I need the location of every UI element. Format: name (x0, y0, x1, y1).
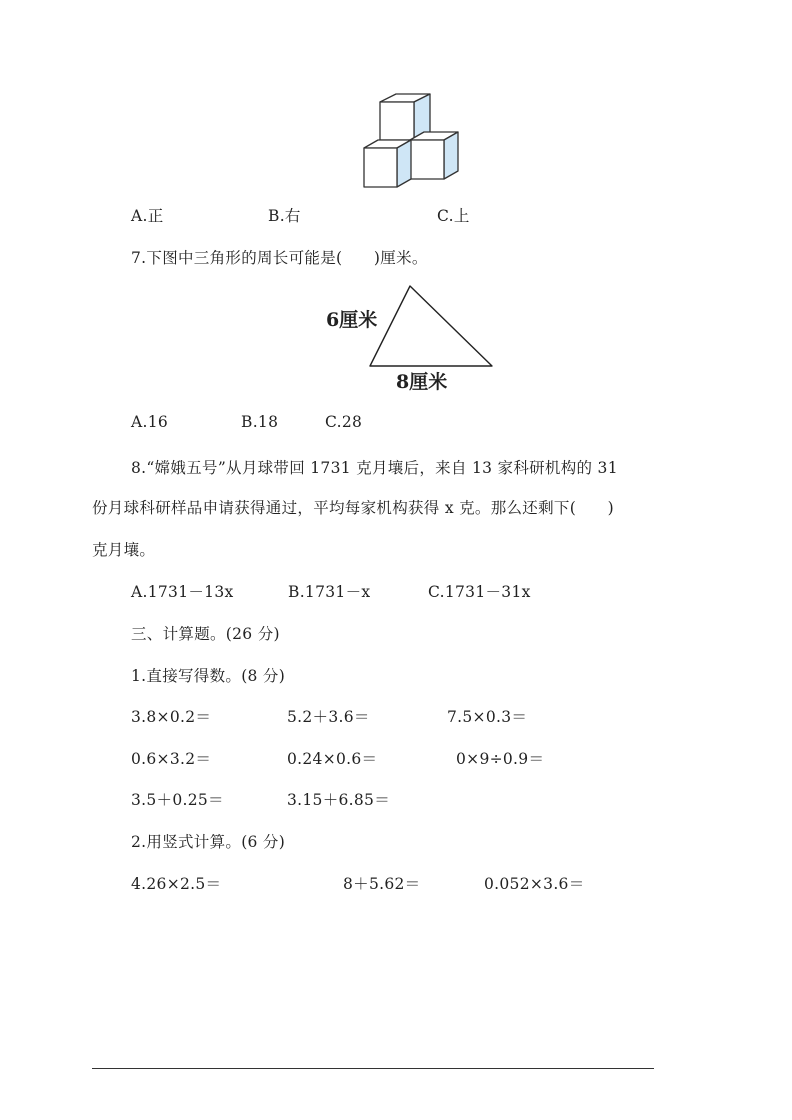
triangle-base-label: 8厘米 (396, 371, 448, 393)
calc-item: 0×9÷0.9＝ (456, 750, 545, 768)
sub1-title: 1.直接写得数。(8 分) (131, 667, 286, 685)
q8-option-a: A.1731－13x (131, 583, 234, 601)
calc-item: 3.5＋0.25＝ (131, 791, 224, 809)
calc-item: 5.2＋3.6＝ (287, 708, 370, 726)
calc-item: 3.8×0.2＝ (131, 708, 212, 726)
cube-right-front (410, 140, 444, 179)
vertical-calc-item: 4.26×2.5＝ (131, 875, 222, 893)
cube-right-side (444, 132, 458, 179)
vertical-calc-item: 0.052×3.6＝ (484, 875, 585, 893)
cube-left-side (397, 140, 411, 187)
cube-stack-figure (355, 88, 465, 193)
vertical-calc-item: 8＋5.62＝ (343, 875, 421, 893)
q7-option-b: B.18 (241, 413, 279, 431)
triangle-shape (370, 286, 492, 366)
q8-text-line-1: 8.“嫦娥五号”从月球带回 1731 克月壤后，来自 13 家科研机构的 31 (131, 459, 618, 477)
section-3-title: 三、计算题。(26 分) (131, 625, 280, 643)
q8-option-b: B.1731－x (288, 583, 371, 601)
q8-text-line-3: 克月壤。 (92, 541, 156, 559)
calc-item: 3.15＋6.85＝ (287, 791, 391, 809)
triangle-side-label: 6厘米 (326, 309, 378, 331)
sub2-title: 2.用竖式计算。(6 分) (131, 833, 286, 851)
q7-option-a: A.16 (131, 413, 169, 431)
calc-item: 0.24×0.6＝ (287, 750, 378, 768)
bottom-rule (92, 1068, 654, 1069)
q7-stem: 7.下图中三角形的周长可能是( )厘米。 (131, 249, 428, 267)
q6-option-a: A.正 (131, 207, 164, 225)
q6-option-b: B.右 (268, 207, 301, 225)
q7-option-c: C.28 (325, 413, 363, 431)
q8-text-line-2: 份月球科研样品申请获得通过，平均每家机构获得 x 克。那么还剩下( ) (92, 499, 614, 517)
cube-left-front (364, 148, 397, 187)
calc-item: 7.5×0.3＝ (447, 708, 528, 726)
q8-option-c: C.1731－31x (428, 583, 531, 601)
q6-option-c: C.上 (437, 207, 470, 225)
cube-top-front (380, 102, 414, 140)
triangle-figure (320, 280, 500, 395)
calc-item: 0.6×3.2＝ (131, 750, 212, 768)
